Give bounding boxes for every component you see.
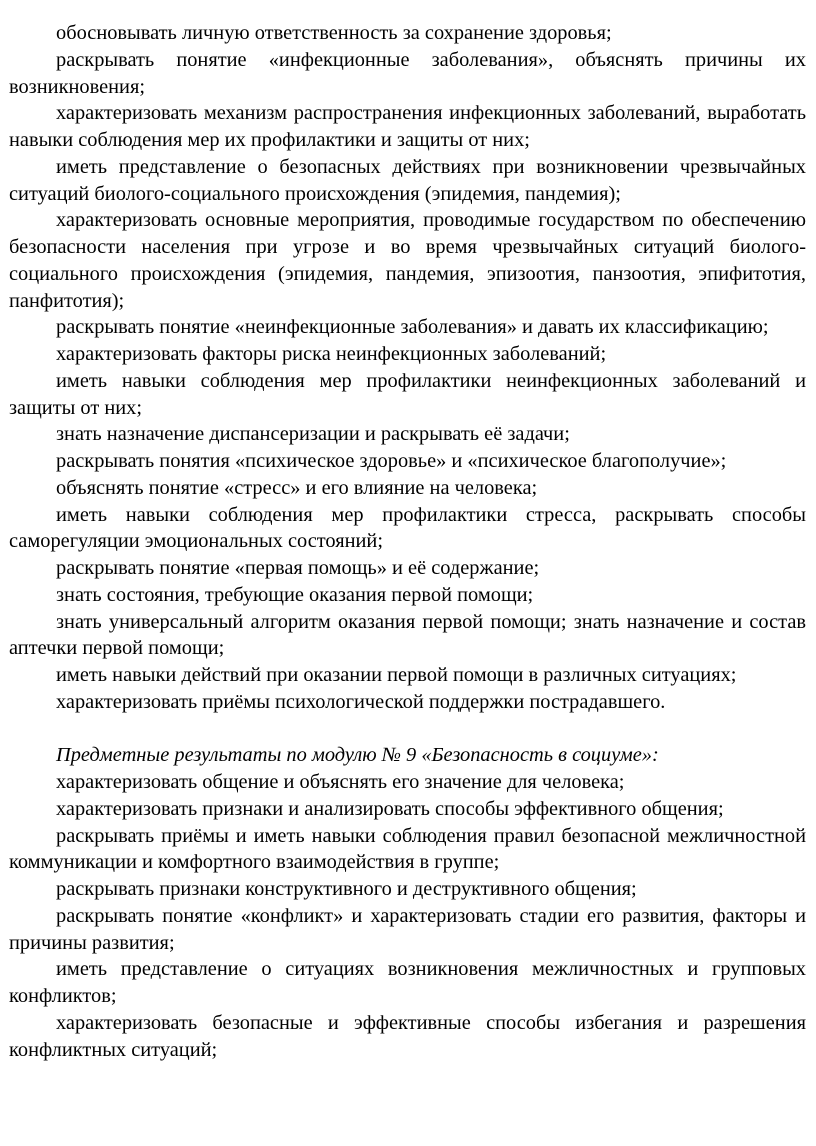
list-item: характеризовать основные мероприятия, проводимые государством по обеспечению безопасности населения при угрозе и во время чрезвычайных ситуаций биолого-социального происхождения (эпидемия, пандемия, эпизоотия, панзоотия, эпифитотия, панфитотия); [9, 209, 806, 312]
list-item: иметь представление о безопасных действиях при возникновении чрезвычайных ситуаций биолого-социального происхождения (эпидемия, пандемия); [9, 155, 806, 205]
list-item: раскрывать понятия «психическое здоровье» и «психическое благополучие»; [56, 450, 727, 472]
list-item: обосновывать личную ответственность за сохранение здоровья; [56, 22, 612, 44]
list-item: характеризовать приёмы психологической поддержки пострадавшего. [56, 690, 666, 713]
document-page [9, 20, 806, 1063]
list-item: раскрывать понятие «неинфекционные заболевания» и давать их классификацию; [56, 316, 769, 339]
list-item: раскрывать признаки конструктивного и деструктивного общения; [56, 878, 637, 900]
list-item: характеризовать признаки и анализировать способы эффективного общения; [56, 797, 724, 820]
list-item: характеризовать общение и объяснять его значение для человека; [56, 771, 625, 793]
list-item: объяснять понятие «стресс» и его влияние на человека; [56, 476, 538, 499]
list-item: знать состояния, требующие оказания первой помощи; [56, 583, 534, 606]
list-item: раскрывать приёмы и иметь навыки соблюдения правил безопасной межличностной коммуникации и комфортного взаимодействия в группе; [9, 824, 806, 874]
module-heading: Предметные результаты по модулю № 9 «Безопасность в социуме»: [56, 744, 659, 767]
list-item: знать универсальный алгоритм оказания первой помощи; знать назначение и состав аптечки первой помощи; [9, 610, 806, 660]
list-item: раскрывать понятие «конфликт» и характеризовать стадии его развития, факторы и причины развития; [9, 904, 806, 954]
list-item: раскрывать понятие «первая помощь» и её содержание; [56, 557, 540, 579]
list-item: характеризовать безопасные и эффективные способы избегания и разрешения конфликтных ситуаций; [9, 1011, 806, 1061]
list-item: иметь навыки действий при оказании первой помощи в различных ситуациях; [56, 664, 737, 686]
list-item: характеризовать факторы риска неинфекционных заболеваний; [56, 343, 607, 365]
blank-line [9, 716, 806, 743]
list-item: иметь навыки соблюдения мер профилактики стресса, раскрывать способы саморегуляции эмоциональных состояний; [9, 503, 806, 553]
list-item: знать назначение диспансеризации и раскрывать её задачи; [56, 423, 570, 446]
list-item: иметь навыки соблюдения мер профилактики неинфекционных заболеваний и защиты от них; [9, 369, 806, 419]
list-item: характеризовать механизм распространения инфекционных заболеваний, выработать навыки соблюдения мер их профилактики и защиты от них; [9, 102, 806, 151]
list-item: раскрывать понятие «инфекционные заболевания», объяснять причины их возникновения; [9, 48, 806, 98]
list-item: иметь представление о ситуациях возникновения межличностных и групповых конфликтов; [9, 958, 806, 1007]
